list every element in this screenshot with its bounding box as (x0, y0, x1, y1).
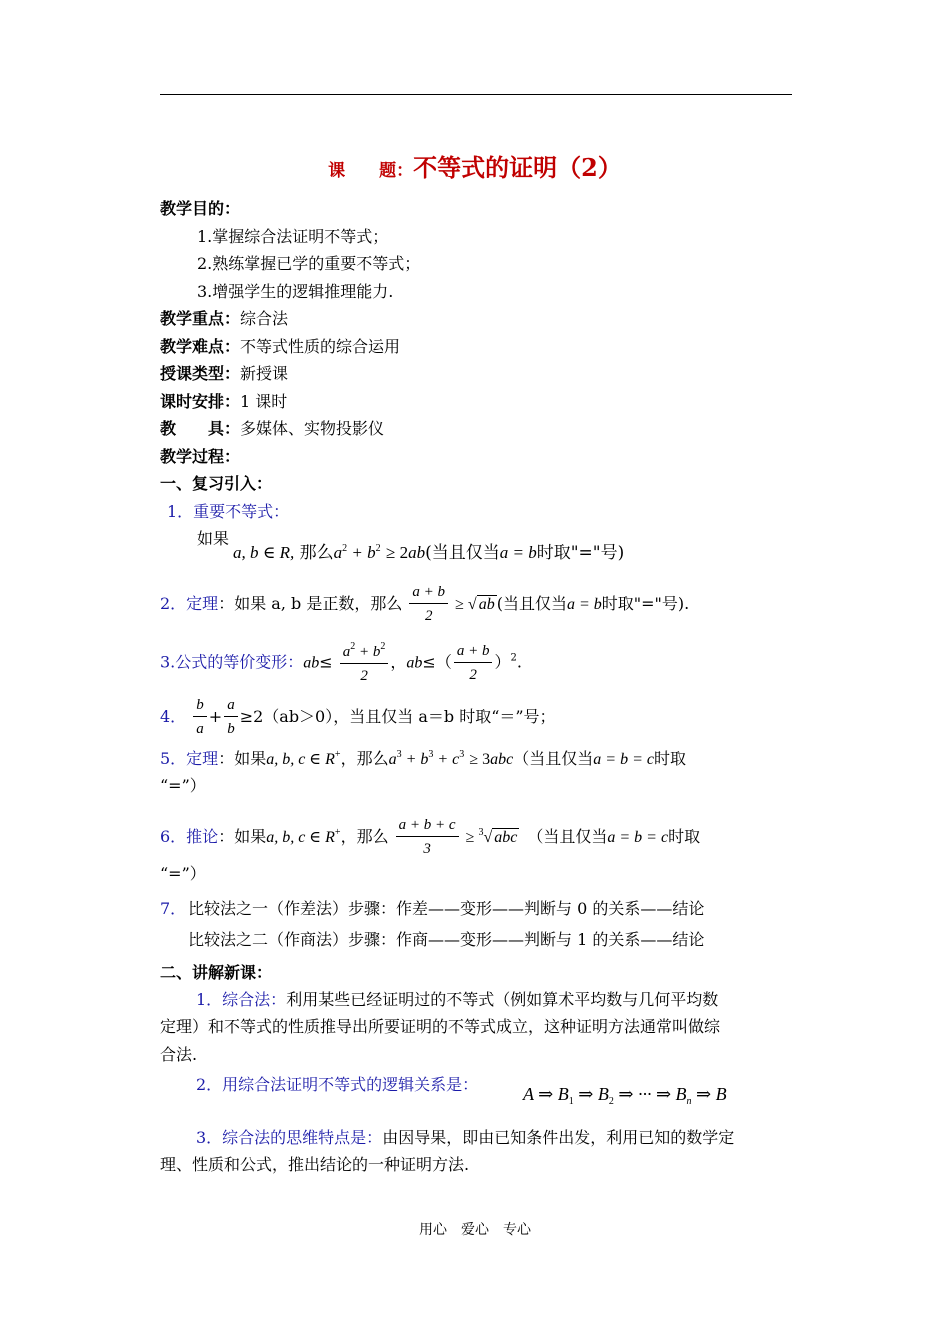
formula-condition: a, b ∈ R, (233, 543, 295, 562)
review-item-6-text: ：如果 (218, 827, 267, 846)
page-title (0, 153, 950, 182)
process-label: 教学过程： (160, 447, 241, 466)
review-item-2-text: ：如果 a, b 是正数，那么 (218, 594, 403, 613)
review-item-2-note: (当且仅当 (496, 594, 567, 613)
review-item-5-heading: 5．定理 (160, 749, 219, 768)
review-item-1-heading: 1．重要不等式： (167, 502, 290, 521)
meta-row (160, 421, 384, 437)
logic-chain-formula: A ⇒ $B_1$ ⇒ $B_2$ ⇒ ··· ⇒ $B_n$ ⇒ B (523, 1084, 727, 1107)
new-item-2-heading: 2．用综合法证明不等式的逻辑关系是： (196, 1075, 479, 1094)
meta-label: 教学重点： (160, 309, 241, 328)
objective-item: 1.掌握综合法证明不等式； (197, 227, 389, 246)
header-rule (160, 94, 792, 95)
review-item-3-heading: 3.公式的等价变形： (160, 652, 304, 672)
meta-value: 1 课时 (240, 392, 288, 411)
review-item-6-note: （当且仅当 (535, 827, 608, 846)
objective-item: 3.增强学生的逻辑推理能力. (197, 282, 394, 301)
review-item-3: 3.公式的等价变形：ab≤ $\frac{a^2 + b^2}{2}$ ，ab≤（ $\frac{a + b}{2}$ ）$^2$. (160, 641, 522, 684)
new-item-1-heading: 1．综合法： (196, 990, 287, 1009)
objectives-label: 教学目的： (160, 199, 241, 218)
review-item-4: 4． $\frac{b}{a}$ + $\frac{a}{b}$ ≥2（ab＞0），当且仅当 a＝b 时取“＝”号； (160, 697, 556, 737)
review-item-5-eq: “=”） (160, 776, 206, 795)
meta-value: 综合法 (240, 309, 289, 328)
new-item-3-text: 由因导果，即由已知条件出发，利用已知的数学定 (382, 1128, 735, 1147)
review-item-6-heading: 6．推论 (160, 827, 219, 846)
title-main: 不等式的证明（2） (413, 153, 622, 182)
review-item-1-formula: a, b ∈ R, 那么$a^2 + b^2 \ge 2ab$(当且仅当a = b时取"="号) (233, 543, 625, 563)
formula-note: (当且仅当 (425, 543, 500, 563)
terminal-period: . (516, 652, 522, 672)
page-footer: 用心 爱心 专心 (419, 1222, 531, 1238)
review-item-4-number: 4． (160, 707, 187, 726)
objective-item: 2.熟练掌握已学的重要不等式； (197, 254, 421, 273)
review-item-2-note: 时取"="号). (601, 594, 690, 613)
new-item-3-text: 理、性质和公式，推出结论的一种证明方法. (160, 1155, 470, 1174)
review-item-5-take: 时取 (653, 749, 686, 768)
review-item-5-note: （当且仅当 (513, 749, 594, 768)
meta-label: 课时安排： (160, 392, 241, 411)
meta-row (160, 366, 288, 382)
leq-symbol: ≤ (319, 652, 333, 672)
meta-row (160, 311, 288, 327)
review-item-7-line: 比较法之一（作差法）步骤：作差——变形——判断与 0 的关系——结论 (188, 899, 705, 918)
separator: ， (390, 652, 407, 672)
leq-symbol: ≤ (422, 652, 436, 672)
review-item-7-line: 比较法之二（作商法）步骤：作商——变形——判断与 1 的关系——结论 (188, 930, 705, 949)
new-item-3 (196, 1130, 734, 1146)
review-item-6-then: ，那么 (340, 827, 389, 846)
new-item-3-heading: 3．综合法的思维特点是： (196, 1128, 383, 1147)
review-item-5-then: ，那么 (340, 749, 389, 768)
review-item-1-pre: 如果 (197, 529, 230, 548)
formula-note: 时取"="号) (536, 543, 625, 563)
meta-value: 新授课 (240, 364, 289, 383)
meta-row (160, 339, 400, 355)
review-item-5-text: ：如果 (218, 749, 267, 768)
review-item-7-number: 7． (160, 899, 187, 918)
meta-value: 多媒体、实物投影仪 (240, 419, 385, 438)
review-item-6-eq: “=”） (160, 864, 206, 883)
review-item-6: 6．推论：如果a, b, c ∈ R+，那么 $\frac{a + b + c}{3}$ ≥ $^3$√ abc （当且仅当a = b = c时取 (160, 817, 701, 857)
section-heading: 二、讲解新课： (160, 963, 273, 982)
formula-then: 那么 (294, 543, 334, 563)
meta-label: 教 具： (160, 419, 241, 438)
new-item-1 (196, 992, 718, 1008)
review-item-4-text: ≥2（ab＞0），当且仅当 a＝b 时取“＝”号； (239, 707, 556, 726)
review-item-2-heading: 2．定理 (160, 594, 219, 613)
review-item-5: 5．定理：如果a, b, c ∈ R+，那么$a^3 + b^3 + c^3 \ge 3abc$（当且仅当a = b = c时取 (160, 749, 686, 768)
meta-row (160, 394, 287, 410)
meta-value: 不等式性质的综合运用 (240, 337, 401, 356)
review-item-2: 2．定理：如果 a, b 是正数，那么 $\frac{a + b}{2}$ ≥ √ ab (当且仅当a = b时取"="号). (160, 584, 690, 624)
new-item-1-text: 合法. (160, 1045, 198, 1064)
meta-label: 授课类型： (160, 364, 241, 383)
title-prefix: 课 题： (328, 161, 414, 181)
new-item-1-text: 定理）和不等式的性质推导出所要证明的不等式成立，这种证明方法通常叫做综 (160, 1017, 721, 1036)
new-item-1-text: 利用某些已经证明过的不等式（例如算术平均数与几何平均数 (286, 990, 719, 1009)
review-item-6-take: 时取 (668, 827, 701, 846)
section-heading: 一、复习引入： (160, 474, 273, 493)
meta-label: 教学难点： (160, 337, 241, 356)
